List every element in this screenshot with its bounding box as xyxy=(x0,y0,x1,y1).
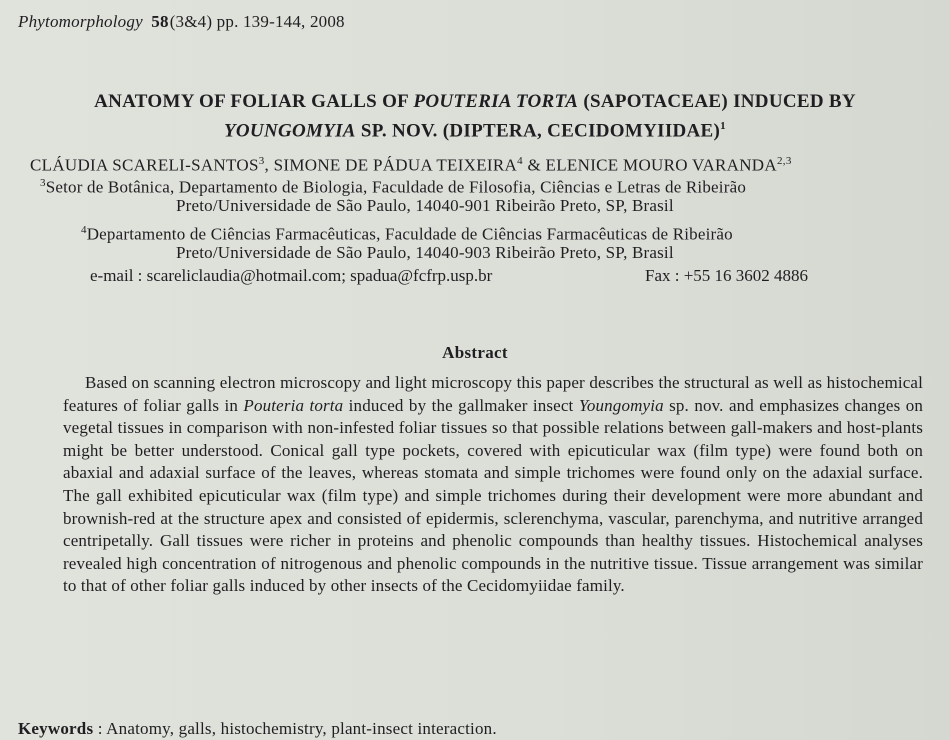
abstract-body xyxy=(63,372,923,598)
author-affil-mark: 3 xyxy=(258,155,265,167)
affiliation-4-line2: Preto/Universidade de São Paulo, 14040-903 Ribeirão Preto, SP, Brasil xyxy=(176,243,674,262)
paper-title xyxy=(30,90,920,143)
author-affil-mark: 2,3 xyxy=(776,155,792,167)
title-part: ANATOMY OF FOLIAR GALLS OF xyxy=(94,91,414,112)
affil-text: Departamento de Ciências Farmacêuticas, Faculdade de Ciências Farmacêuticas de Ribeirão xyxy=(86,224,733,244)
abstract-heading: Abstract xyxy=(442,343,508,362)
title-species: POUTERIA TORTA xyxy=(413,91,579,112)
email: e-mail : scareliclaudia@hotmail.com; spadua@fcfrp.usp.br xyxy=(90,266,493,285)
title-part: SP. NOV. (DIPTERA, CECIDOMYIIDAE) xyxy=(355,120,721,142)
affil-mark: 4 xyxy=(81,224,87,236)
journal-volume: 58 xyxy=(151,12,169,31)
keywords-label: Keywords xyxy=(18,719,94,738)
title-footnote-mark: 1 xyxy=(720,120,726,132)
journal-name: Phytomorphology xyxy=(18,12,143,31)
author: & ELENICE MOURO VARANDA xyxy=(522,155,777,175)
keywords xyxy=(18,719,497,739)
author: , SIMONE DE PÁDUA TEIXEIRA xyxy=(264,155,518,175)
affiliation-3-line2: Preto/Universidade de São Paulo, 14040-901 Ribeirão Preto, SP, Brasil xyxy=(176,196,674,215)
title-genus: YOUNGOMYIA xyxy=(224,120,356,142)
abstract-paragraph xyxy=(63,372,923,598)
abstract-species: Pouteria torta xyxy=(243,395,344,415)
abstract-text: sp. nov. and emphasizes changes on vegetal tissues in comparison with non-infested foliar tissues so that possible relations between gall-makers and host-plants might be better understood. Conical gall type pockets, covered with epicuticular wax (film type) were found both on abaxial and adaxial surface of the leaves, whereas stomata and simple trichomes were found only on the adaxial surface. The gall exhibited epicuticular wax (film type) and simple trichomes during their development were more abundant and brownish-red at the structure apex and consisted of epidermis, sclerenchyma, vascular, parenchyma, and nutritive arranged centripetally. Gall tissues were richer in proteins and phenolic compounds than healthy tissues. Histochemical analyses revealed high concentration of nitrogenous and phenolic compounds in the nutritive tissue. Tissue arrangement was similar to that of other foliar galls induced by other insects of the Cecidomyiidae family. xyxy=(63,395,924,596)
abstract-genus: Youngomyia xyxy=(578,395,664,415)
keywords-list: : Anatomy, galls, histochemistry, plant-insect interaction. xyxy=(93,719,497,738)
abstract-text: Based on scanning electron microscopy and light microscopy this paper describes the structural as well as histochemical features of foliar galls in xyxy=(63,373,923,415)
affil-text: Setor de Botânica, Departamento de Biologia, Faculdade de Filosofia, Ciências e Letras de Ribeirão xyxy=(45,177,747,197)
author-affil-mark: 4 xyxy=(517,155,523,167)
contact-info xyxy=(90,265,890,287)
affil-mark: 3 xyxy=(40,177,46,189)
running-header xyxy=(18,12,345,32)
journal-issue-pages: (3&4) pp. 139-144, 2008 xyxy=(169,12,345,31)
title-part: (SAPOTACEAE) INDUCED BY xyxy=(578,91,856,112)
author: CLÁUDIA SCARELI-SANTOS xyxy=(30,155,259,175)
fax-number: Fax : +55 16 3602 4886 xyxy=(645,266,809,285)
abstract-text: induced by the gallmaker insect xyxy=(343,395,579,415)
